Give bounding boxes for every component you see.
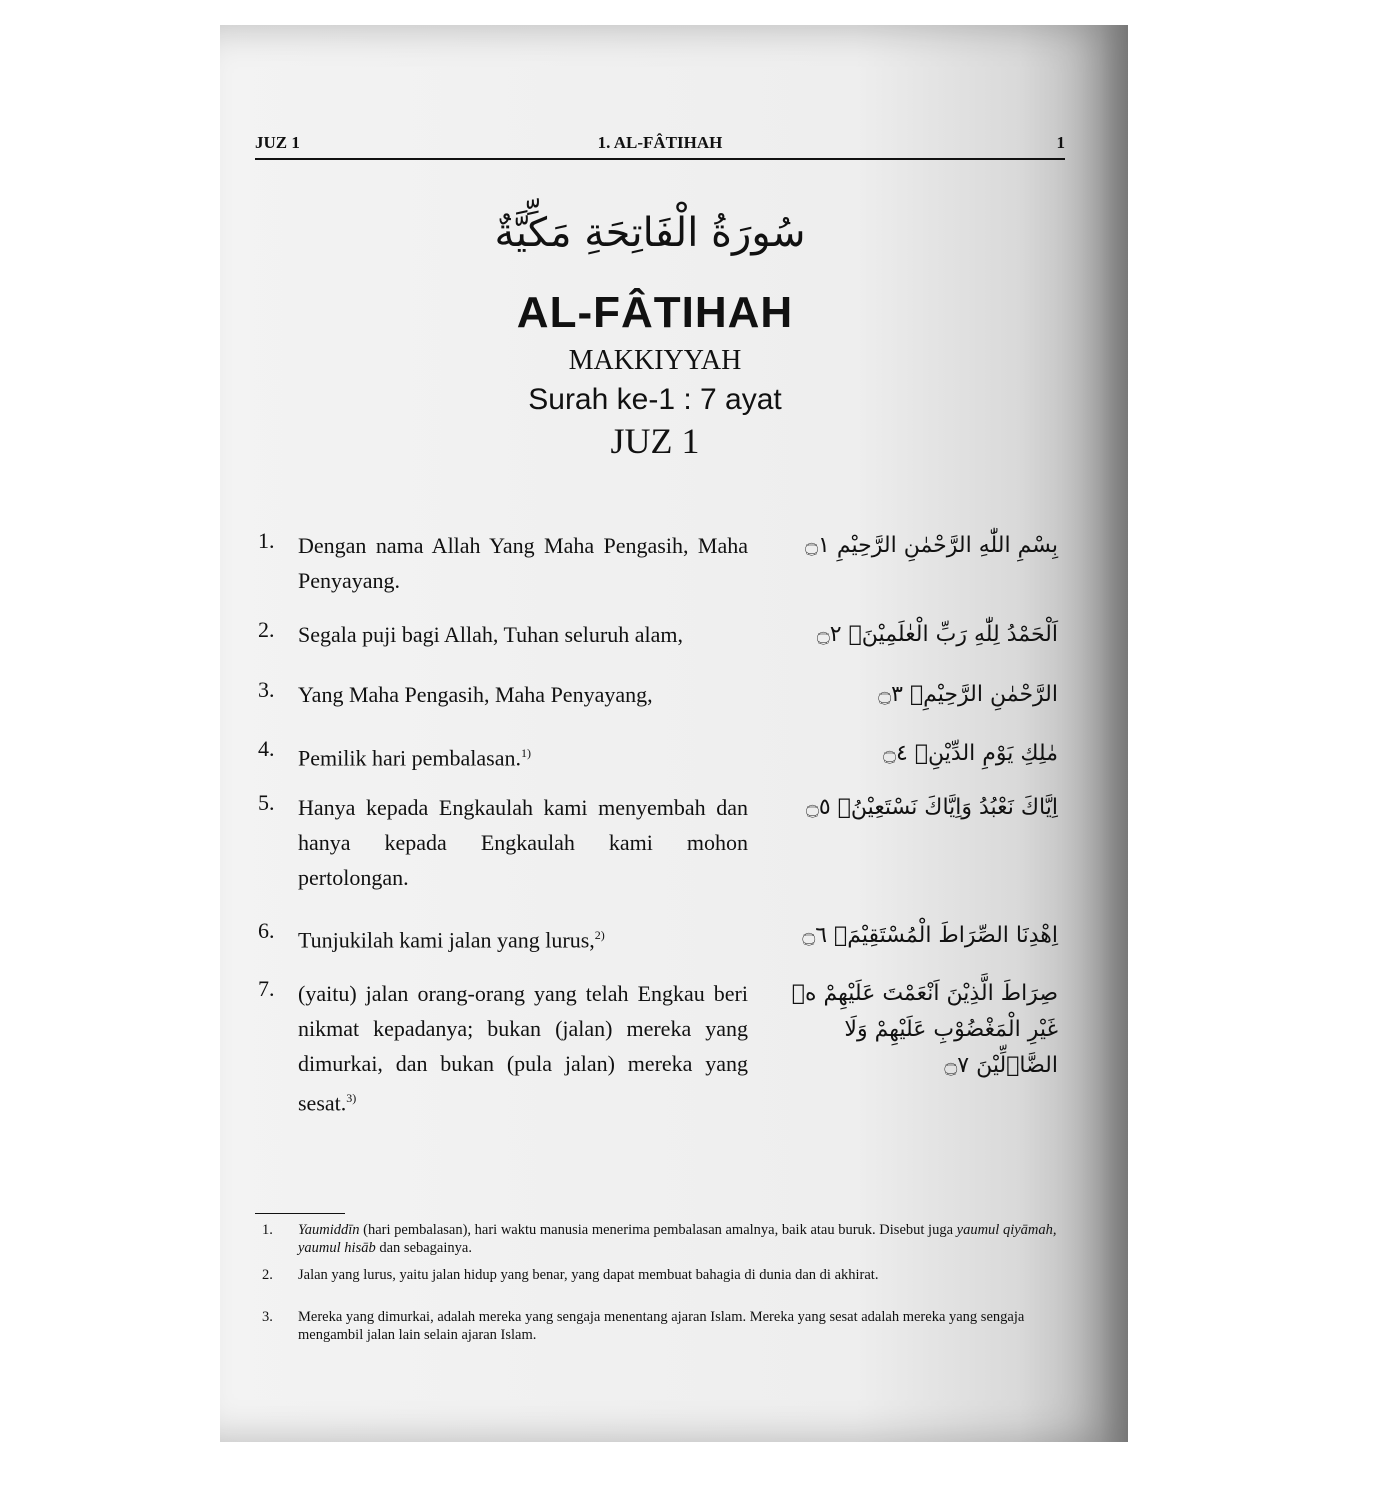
verse-number: 2.	[258, 617, 275, 642]
header-juz: JUZ 1	[255, 133, 300, 152]
verse-arabic: صِرَاطَ الَّذِيْنَ اَنْعَمْتَ عَلَيْهِمْ ەۙ غَيْرِ الْمَغْضُوْبِ عَلَيْهِمْ وَلَا الضَّاۤلِّيْنَ ۝٧	[791, 981, 1058, 1078]
verse-number: 1.	[258, 528, 275, 553]
footnote-ref: 1)	[521, 746, 531, 760]
footnote-number: 3.	[262, 1309, 273, 1325]
verse-arabic: اِيَّاكَ نَعْبُدُ وَاِيَّاكَ نَسْتَعِيْنُۗ ۝٥	[806, 795, 1058, 820]
footnote-text: Mereka yang dimurkai, adalah mereka yang sengaja menentang ajaran Islam. Mereka yang sesat adalah mereka yang sengaja mengambil jalan lain selain ajaran Islam.	[298, 1309, 1025, 1343]
header-rule	[255, 158, 1065, 160]
verse-translation: Tunjukilah kami jalan yang lurus,$^{2)}$	[298, 927, 605, 953]
verse-number: 4.	[258, 736, 275, 761]
verse-translation: Pemilik hari pembalasan.$^{1)}$	[298, 745, 531, 771]
verse-number: 5.	[258, 790, 275, 815]
surah-info: Surah ke-1 : 7 ayat	[528, 383, 782, 416]
surah-title-arabic: سُورَةُ الْفَاتِحَةِ مَكِّيَّةٌ	[494, 210, 806, 256]
verse-arabic: بِسْمِ اللّٰهِ الرَّحْمٰنِ الرَّحِيْمِ ۝١	[805, 533, 1058, 558]
verse-number: 7.	[258, 976, 275, 1001]
verse-arabic: الرَّحْمٰنِ الرَّحِيْمِۙ ۝٣	[878, 682, 1058, 707]
header-surah: 1. AL-FÂTIHAH	[597, 133, 723, 152]
surah-type: MAKKIYYAH	[568, 345, 742, 376]
footnote-number: 1.	[262, 1222, 273, 1238]
verse-number: 6.	[258, 918, 275, 943]
footnote-text: Yaumiddīn (hari pembalasan), hari waktu manusia menerima pembalasan amalnya, baik atau buruk. Disebut juga yaumul qiyāmah, yaumul hisāb dan sebagainya.	[298, 1222, 1057, 1256]
verse-translation: (yaitu) jalan orang-orang yang telah Engkau beri nikmat kepadanya; bukan (jalan) mereka yang dimurkai, dan bukan (pula jalan) mereka yang sesat.$^{3)}$	[298, 981, 748, 1116]
footnote-rule	[255, 1213, 345, 1214]
verse-translation: Dengan nama Allah Yang Maha Pengasih, Maha Penyayang.	[298, 533, 748, 593]
footnote-ref: 3)	[346, 1091, 357, 1105]
footnote-text: Jalan yang lurus, yaitu jalan hidup yang benar, yang dapat membuat bahagia di dunia dan di akhirat.	[298, 1267, 879, 1283]
verse-translation: Yang Maha Pengasih, Maha Penyayang,	[298, 682, 653, 707]
page-number: 1	[1056, 133, 1065, 152]
surah-title: AL-FÂTIHAH	[516, 288, 794, 337]
running-header	[255, 133, 1065, 159]
verse-arabic: اَلْحَمْدُ لِلّٰهِ رَبِّ الْعٰلَمِيْنَۙ ۝٢	[816, 622, 1058, 647]
juz-label: JUZ 1	[610, 421, 700, 461]
verse-translation: Segala puji bagi Allah, Tuhan seluruh alam,	[298, 622, 683, 647]
verse-arabic: اِهْدِنَا الصِّرَاطَ الْمُسْتَقِيْمَۙ ۝٦	[802, 923, 1058, 948]
footnote-ref: 2)	[594, 928, 605, 942]
verse-number: 3.	[258, 677, 275, 702]
footnote-number: 2.	[262, 1267, 273, 1283]
verse-arabic: مٰلِكِ يَوْمِ الدِّيْنِۗ ۝٤	[883, 741, 1058, 766]
verse-translation: Hanya kepada Engkaulah kami menyembah dan hanya kepada Engkaulah kami mohon pertolongan.	[298, 795, 748, 890]
